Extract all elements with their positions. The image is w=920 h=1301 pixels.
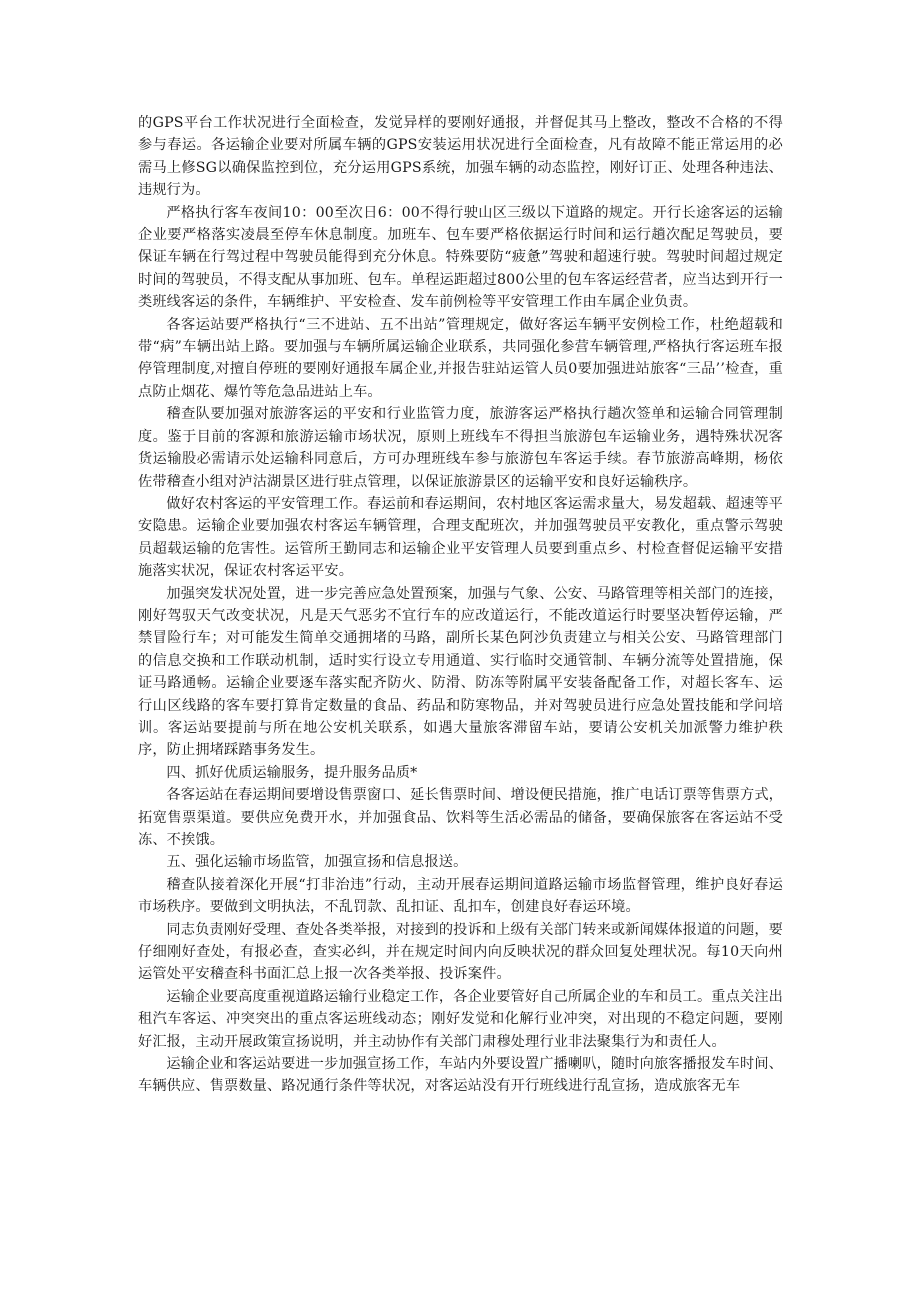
section-heading-service-quality: 四、抓好优质运输服务，提升服务品质* xyxy=(166,764,418,781)
document-body xyxy=(138,112,783,1098)
paragraph-ticketing-service: 各客运站在春运期间要增设售票窗口、延长售票时间、增设便民措施，推广电话订票等售票方式，拓宽售票渠道。要供应免费开水，并加强食品、饮料等生活必需品的储备，要确保旅客在客运站不受冻、不挨饿。 xyxy=(138,787,783,848)
paragraph-enforcement: 稽查队接着深化开展“打非治违”行动，主动开展春运期间道路运输市场监督管理，维护良好春运市场秩序。要做到文明执法，不乱罚款、乱扣证、乱扣车，创建良好春运环境。 xyxy=(138,876,783,916)
paragraph-rural-safety: 做好农村客运的平安管理工作。春运前和春运期间，农村地区客运需求量大，易发超载、超速等平安隐患。运输企业要加强农村客运车辆管理，合理支配班次，并加强驾驶员平安教化，重点警示驾驶员超载运输的危害性。运管所王勤同志和运输企业平安管理人员要到重点乡、村检查督促运输平安措施落实状况，保证农村客运平安。 xyxy=(138,495,783,580)
paragraph-gps-inspection: 的GPS平台工作状况进行全面检查，发觉异样的要刚好通报，并督促其马上整改，整改不合格的不得参与春运。各运输企业要对所属车辆的GPS安装运用状况进行全面检查，凡有故障不能正常运用的必需马上修SG以确保监控到位，充分运用GPS系统，加强车辆的动态监控，刚好订正、处理各种违法、违规行为。 xyxy=(138,115,783,199)
paragraph-complaint-handling: 同志负责刚好受理、查处各类举报，对接到的投诉和上级有关部门转来或新闻媒体报道的问题，要仔细刚好查处，有报必查，查实必纠，并在规定时间内向反映状况的群众回复处理状况。每10天向州运管处平安稽查科书面汇总上报一次各类举报、投诉案件。 xyxy=(138,921,783,983)
paragraph-night-driving-rule: 严格执行客车夜间10：00至次日6：00不得行驶山区三级以下道路的规定。开行长途客运的运输企业要严格落实凌晨至停车休息制度。加班车、包车要严格依据运行时间和运行趟次配足驾驶员，要保证车辆在行驾过程中驾驶员能得到充分休息。特殊要防“疲惫”驾驶和超速行驶。驾驶时间超过规定时间的驾驶员，不得支配从事加班、包车。单程运距超过800公里的包车客运经营者，应当达到开行一类班线客运的条件，车辆维护、平安检查、发车前例检等平安管理工作由车属企业负责。 xyxy=(138,204,783,311)
paragraph-emergency-handling: 加强突发状况处置，进一步完善应急处置预案，加强与气象、公安、马路管理等相关部门的连接，刚好驾驭天气改变状况，凡是天气恶劣不宜行车的应改道运行，不能改道运行时要坚决暂停运输，严禁冒险行车；对可能发生简单交通拥堵的马路，副所长某色阿沙负责建立与相关公安、马路管理部门的信息交换和工作联动机制，适时实行设立专用通道、实行临时交通管制、车辆分流等处置措施，保证马路通畅。运输企业要逐车落实配齐防火、防滑、防冻等附属平安装备配备工作，对超长客车、运行山区线路的客车要打算肯定数量的食品、药品和防寒物品，并对驾驶员进行应急处置技能和学问培训。客运站要提前与所在地公安机关联系，如遇大量旅客滞留车站，要请公安机关加派警力维护秩序，防止拥堵踩踏事务发生。 xyxy=(138,585,783,759)
paragraph-tourism-supervision: 稽查队要加强对旅游客运的平安和行业监管力度，旅游客运严格执行趟次签单和运输合同管理制度。鉴于目前的客源和旅游运输市场状况，原则上班线车不得担当旅游包车运输业务，遇特殊状况客货运输股必需请示处运输科同意后，方可办理班线车参与旅游包车客运手续。春节旅游高峰期，杨依佐带稽查小组对泸沽湖景区进行驻点管理，以保证旅游景区的运输平安和良好运输秩序。 xyxy=(138,406,783,490)
section-heading-market-supervision: 五、强化运输市场监管，加强宣扬和信息报送。 xyxy=(166,854,468,871)
paragraph-publicity: 运输企业和客运站要进一步加强宣扬工作，车站内外要设置广播喇叭，随时向旅客播报发车时间、车辆供应、售票数量、路况通行条件等状况，对客运站没有开行班线进行乱宣扬，造成旅客无车 xyxy=(138,1056,783,1095)
paragraph-industry-stability: 运输企业要高度重视道路运输行业稳定工作，各企业要管好自己所属企业的车和员工。重点关注出租汽车客运、冲突突出的重点客运班线动态；刚好发觉和化解行业冲突，对出现的不稳定问题，要刚好汇报，主动开展政策宣扬说明，并主动协作有关部门肃穆处理行业非法聚集行为和责任人。 xyxy=(138,988,783,1050)
paragraph-station-inspection: 各客运站要严格执行“三不进站、五不出站”管理规定，做好客运车辆平安例检工作，杜绝超载和带“病”车辆出站上路。要加强与车辆所属运输企业联系，共同强化参营车辆管理,严格执行客运班车报停管理制度,对擅自停班的要刚好通报车属企业,并报告驻站运管人员0要加强进站旅客“三品’’检查，重点防止烟花、爆竹等危急品进站上车。 xyxy=(138,316,783,400)
